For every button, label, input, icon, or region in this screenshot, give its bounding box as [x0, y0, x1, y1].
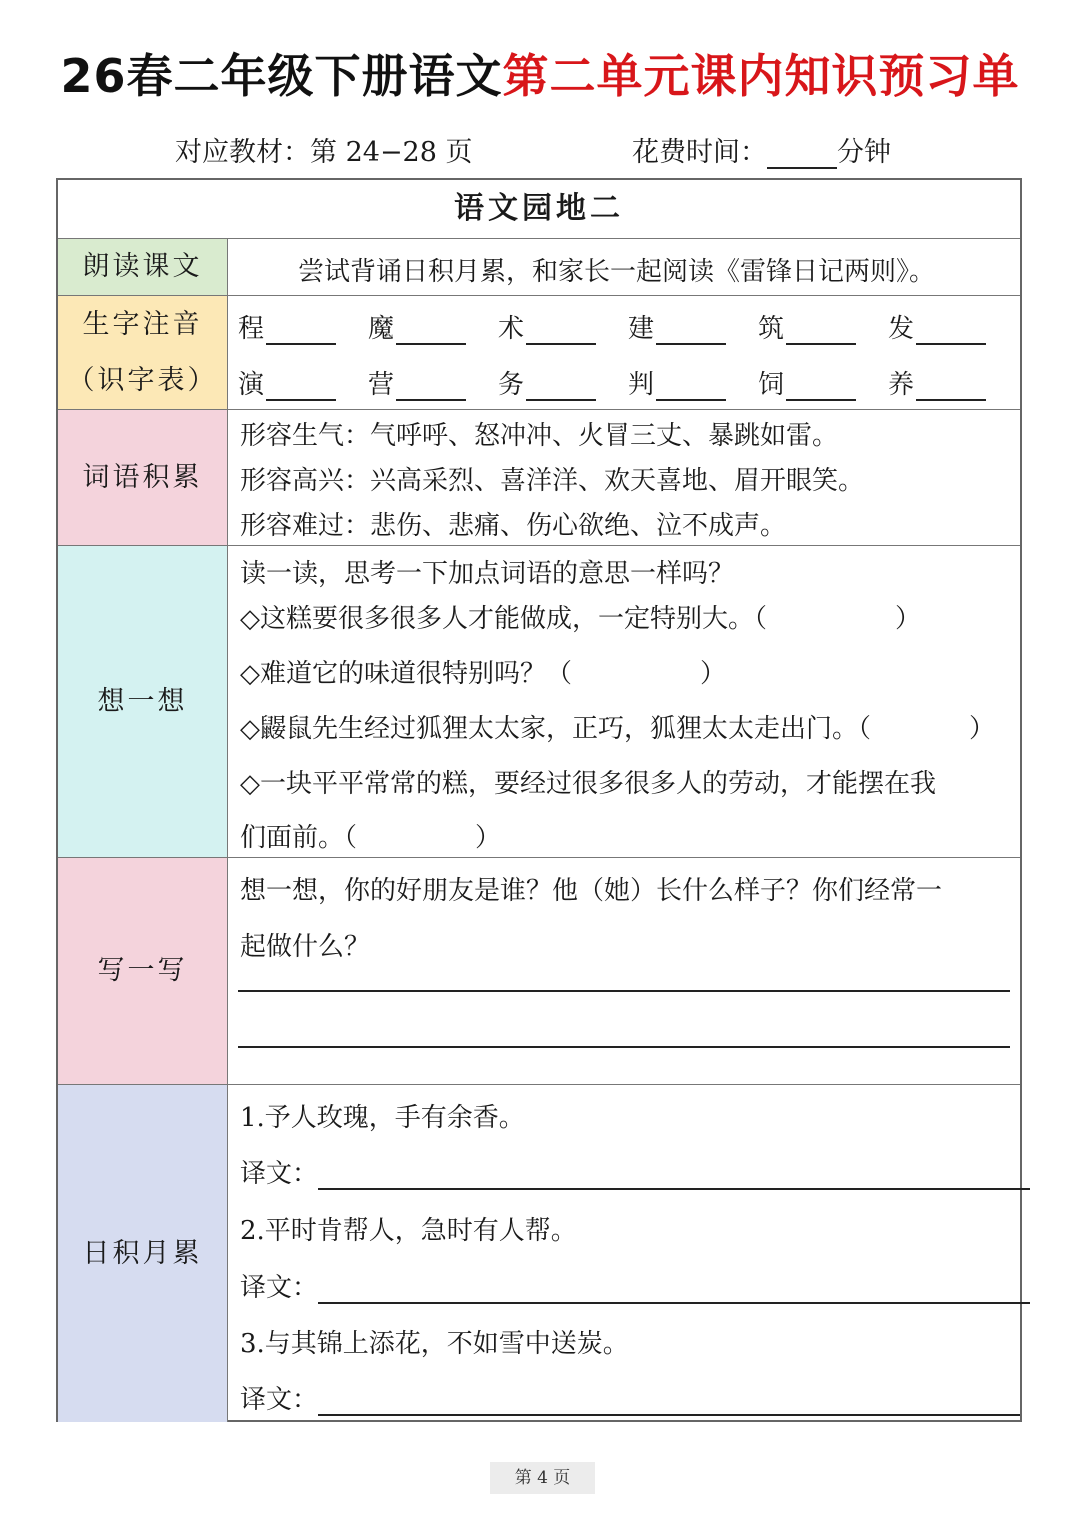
translation-input[interactable]: [318, 1276, 1030, 1304]
write-prompt-line2: 起做什么？: [240, 932, 371, 962]
time-unit: 分钟: [837, 137, 891, 168]
time-spent: [632, 130, 891, 169]
saying-1: 1.予人玫瑰，手有余香。: [240, 1103, 525, 1133]
words-line-happy: 形容高兴：兴高采烈、喜洋洋、欢天喜地、眉开眼笑。: [240, 466, 865, 496]
translation-input[interactable]: [318, 1162, 1030, 1190]
think-intro: 读一读，思考一下加点词语的意思一样吗？: [240, 559, 735, 589]
translation-input[interactable]: [318, 1388, 1020, 1416]
label-pinyin: [58, 296, 228, 409]
read-aloud-text: 尝试背诵日积月累，和家长一起阅读《雷锋日记两则》。: [298, 257, 936, 287]
daily-content: [228, 1085, 1020, 1422]
label-daily: 日积月累: [58, 1085, 228, 1422]
time-input-blank[interactable]: [767, 143, 837, 169]
pinyin-item[interactable]: 饲: [758, 364, 856, 401]
row-read-aloud: [58, 238, 1020, 295]
pinyin-item[interactable]: 务: [498, 364, 596, 401]
words-line-sad: 形容难过：悲伤、悲痛、伤心欲绝、泣不成声。: [240, 511, 787, 541]
label-pinyin-line2: （识字表）: [67, 364, 218, 396]
think-question-4: ◇一块平平常常的糕，要经过很多很多人的劳动，才能摆在我: [240, 769, 936, 799]
row-write: [58, 857, 1020, 1084]
row-daily: [58, 1084, 1020, 1422]
label-words: 词语积累: [58, 410, 228, 545]
pinyin-item[interactable]: 术: [498, 308, 596, 345]
label-write: 写一写: [58, 858, 228, 1084]
pinyin-item[interactable]: 养: [888, 364, 986, 401]
think-question-1: ◇这糕要很多很多人才能做成，一定特别大。（ ）: [240, 604, 922, 634]
think-question-4-cont: 们面前。（ ）: [240, 823, 502, 853]
page-title-part1: 26春二年级下册语文: [60, 49, 503, 103]
translation-3: 译文：: [240, 1379, 1010, 1416]
writing-line[interactable]: [238, 1046, 1010, 1048]
page-title-part2: 第二单元课内知识预习单: [502, 49, 1020, 103]
pinyin-item[interactable]: 建: [628, 308, 726, 345]
words-line-angry: 形容生气：气呼呼、怒冲冲、火冒三丈、暴跳如雷。: [240, 421, 839, 451]
pinyin-content: [228, 296, 1020, 409]
time-label: 花费时间：: [632, 137, 767, 168]
pinyin-item[interactable]: 发: [888, 308, 986, 345]
think-content: [228, 546, 1020, 857]
write-prompt-line1: 想一想，你的好朋友是谁？他（她）长什么样子？你们经常一: [240, 876, 943, 906]
textbook-pages: 对应教材：第 24−28 页: [175, 137, 473, 168]
label-think: 想一想: [58, 546, 228, 857]
write-content: [228, 858, 1020, 1084]
label-read-aloud: 朗读课文: [58, 239, 228, 295]
label-pinyin-line1: 生字注音: [82, 308, 203, 340]
pinyin-item[interactable]: 营: [368, 364, 466, 401]
think-question-2: ◇难道它的味道很特别吗？（ ）: [240, 659, 727, 689]
row-pinyin: [58, 295, 1020, 409]
row-words: [58, 409, 1020, 545]
pinyin-item[interactable]: 程: [238, 308, 336, 345]
row-think: [58, 545, 1020, 857]
writing-line[interactable]: [238, 990, 1010, 992]
table-header-row: [58, 180, 1020, 238]
pinyin-item[interactable]: 判: [628, 364, 726, 401]
page-number: 第 4 页: [490, 1462, 595, 1494]
pinyin-item[interactable]: 筑: [758, 308, 856, 345]
think-question-3: ◇鼹鼠先生经过狐狸太太家，正巧，狐狸太太走出门。（ ）: [240, 714, 996, 744]
pinyin-item[interactable]: 魔: [368, 308, 466, 345]
page-title: [0, 40, 1080, 106]
translation-1: 译文：: [240, 1153, 1010, 1190]
words-content: [228, 410, 1020, 545]
pinyin-item[interactable]: 演: [238, 364, 336, 401]
table-header: 语文园地二: [454, 191, 624, 226]
saying-3: 3.与其锦上添花，不如雪中送炭。: [240, 1329, 629, 1359]
read-aloud-content: [228, 239, 1020, 295]
translation-2: 译文：: [240, 1267, 1010, 1304]
saying-2: 2.平时肯帮人，急时有人帮。: [240, 1216, 577, 1246]
worksheet-table: [56, 178, 1022, 1422]
